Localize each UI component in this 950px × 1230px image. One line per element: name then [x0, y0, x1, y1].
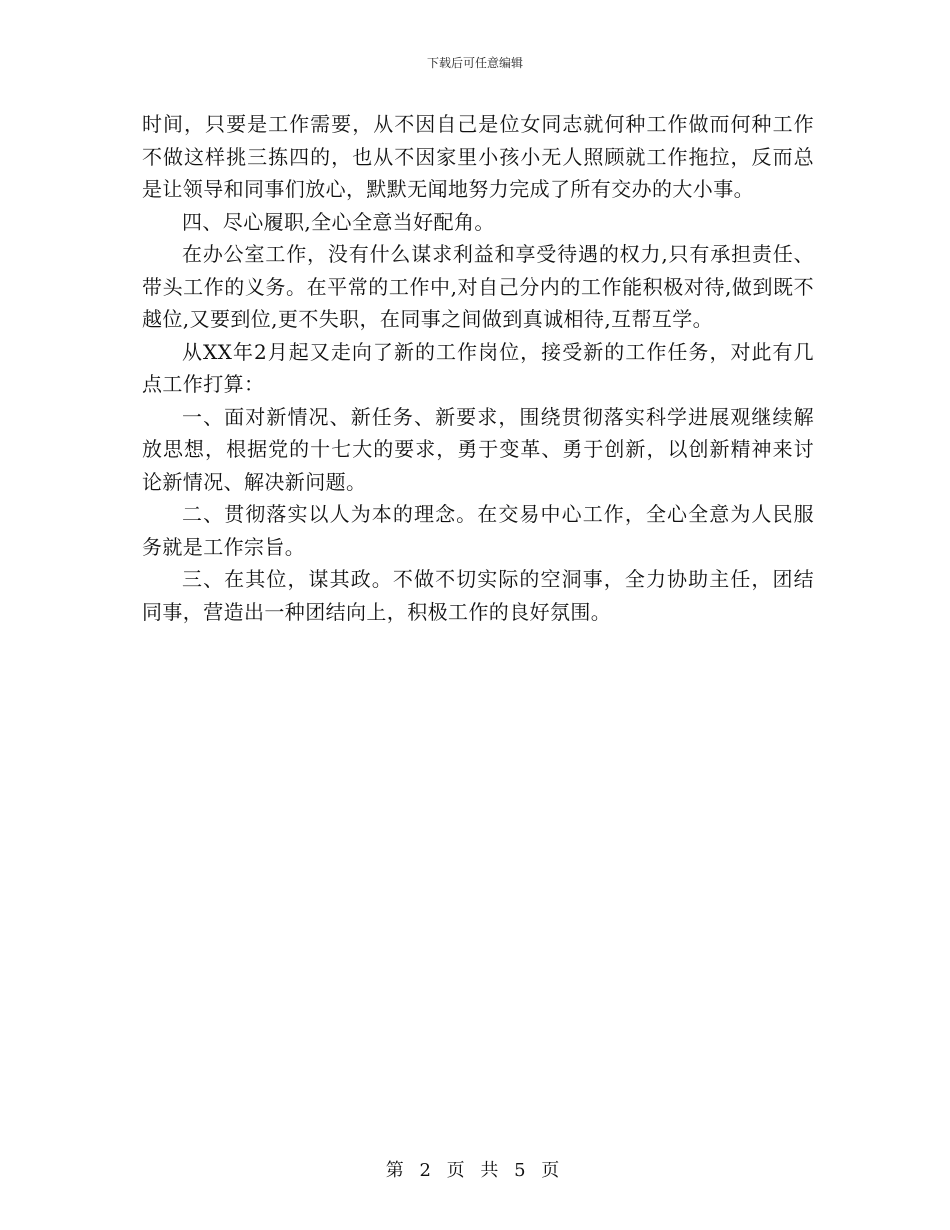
paragraph-plan-two: 二、贯彻落实以人为本的理念。在交易中心工作，全心全意为人民服务就是工作宗旨。: [142, 502, 814, 559]
paragraph-new-position: 从XX年2月起又走向了新的工作岗位，接受新的工作任务，对此有几点工作打算：: [142, 339, 814, 396]
document-body: [142, 108, 814, 628]
paragraph-plan-one: 一、面对新情况、新任务、新要求，围绕贯彻落实科学进展观继续解放思想，根据党的十七大的要求，勇于变革、勇于创新，以创新精神来讨论新情况、解决新问题。: [142, 404, 814, 494]
paragraph-plan-three: 三、在其位，谋其政。不做不切实际的空洞事，全力协助主任，团结同事，营造出一种团结向上，积极工作的良好氛围。: [142, 567, 814, 624]
paragraph-heading-four: 四、尽心履职,全心全意当好配角。: [182, 209, 495, 234]
page-header: 下载后可任意编辑: [426, 56, 523, 70]
page-number-footer: 第 2 页 共 5 页: [385, 1160, 565, 1181]
paragraph-office-work: 在办公室工作，没有什么谋求利益和享受待遇的权力,只有承担责任、带头工作的义务。在平常的工作中,对自己分内的工作能积极对待,做到既不越位,又要到位,更不失职，在同事之间做到真诚相待,互帮互学。: [142, 242, 814, 331]
paragraph-continuation: 时间，只要是工作需要，从不因自己是位女同志就何种工作做而何种工作不做这样挑三拣四的，也从不因家里小孩小无人照顾就工作拖拉，反而总是让领导和同事们放心，默默无闻地努力完成了所有交办的大小事。: [142, 112, 814, 201]
